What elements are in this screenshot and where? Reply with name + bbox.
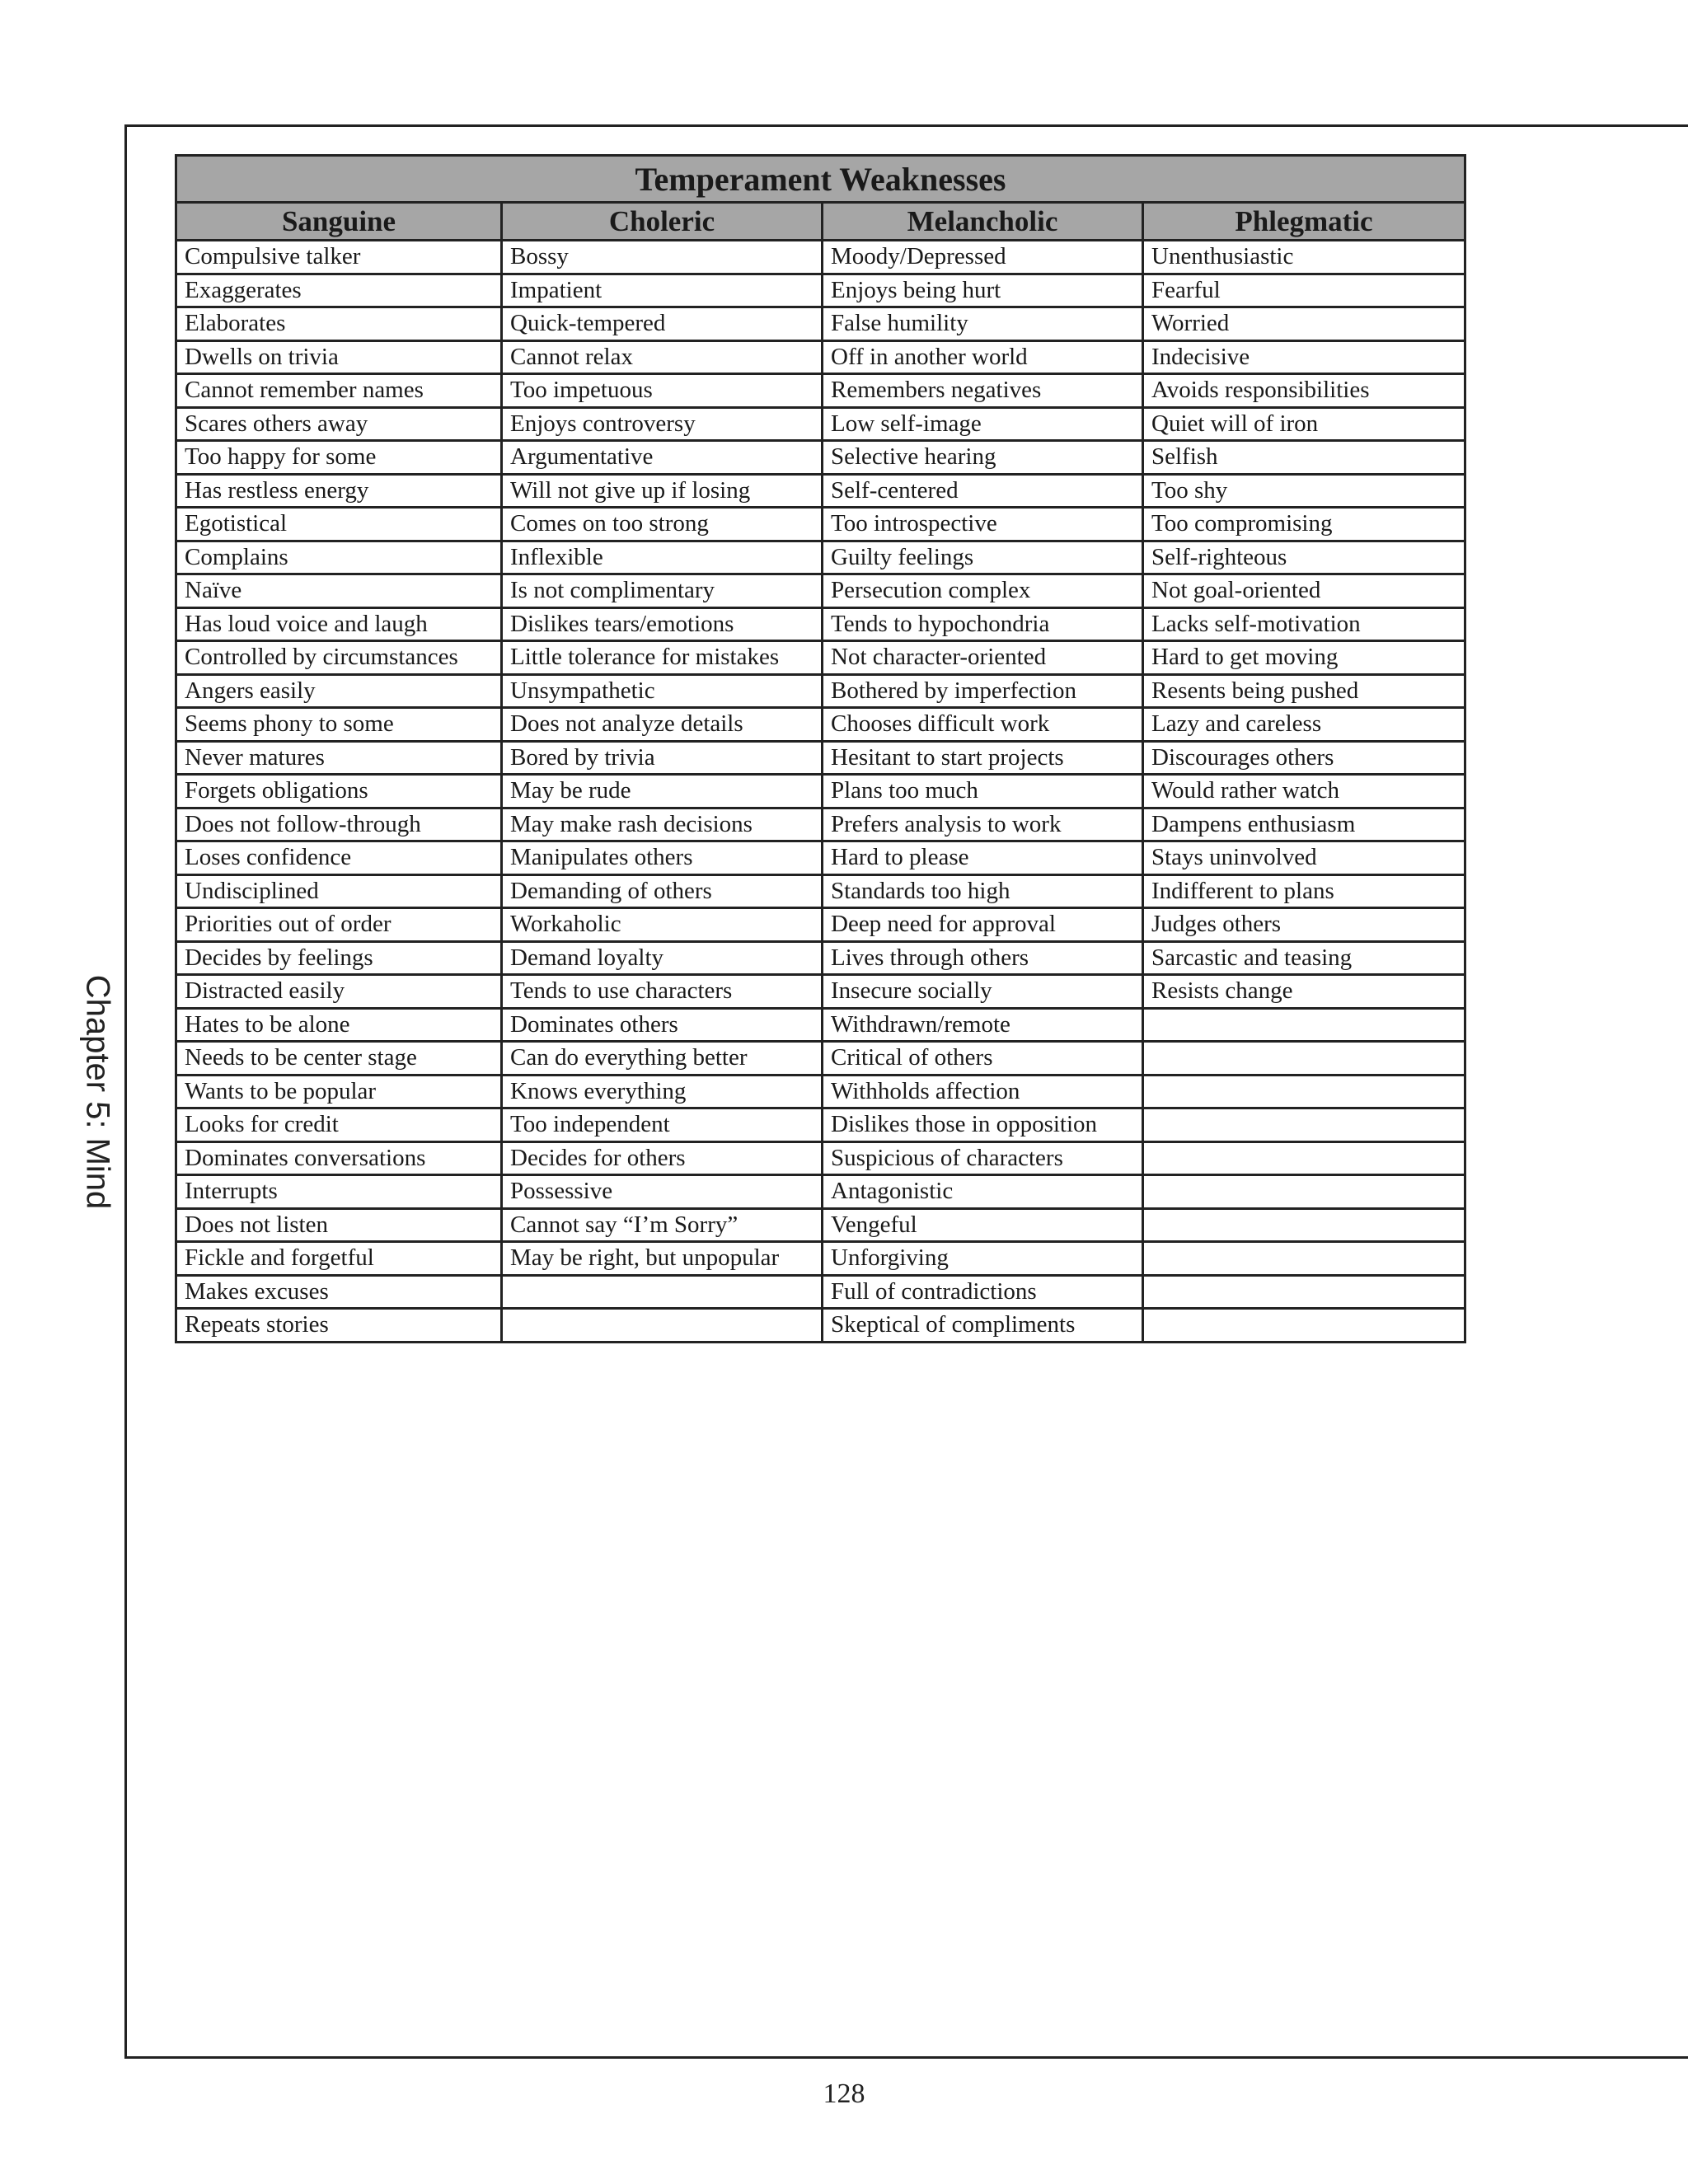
cell-melancholic: Suspicious of characters xyxy=(823,1141,1143,1175)
cell-sanguine: Wants to be popular xyxy=(176,1075,502,1108)
table-row xyxy=(176,441,1465,475)
cell-melancholic: Low self-image xyxy=(823,407,1143,441)
cell-choleric: May be rude xyxy=(502,775,823,808)
cell-melancholic: Too introspective xyxy=(823,508,1143,541)
cell-choleric: Cannot relax xyxy=(502,340,823,374)
table-row xyxy=(176,1008,1465,1042)
cell-melancholic: Enjoys being hurt xyxy=(823,274,1143,307)
cell-sanguine: Loses confidence xyxy=(176,841,502,875)
cell-choleric: Bored by trivia xyxy=(502,741,823,775)
cell-phlegmatic: Judges others xyxy=(1143,908,1465,942)
cell-phlegmatic xyxy=(1143,1108,1465,1142)
cell-phlegmatic: Self-righteous xyxy=(1143,541,1465,574)
table-row xyxy=(176,274,1465,307)
cell-phlegmatic: Quiet will of iron xyxy=(1143,407,1465,441)
cell-choleric: Knows everything xyxy=(502,1075,823,1108)
table-row xyxy=(176,1242,1465,1276)
chapter-side-label: Chapter 5: Mind xyxy=(79,974,116,1210)
cell-choleric: Impatient xyxy=(502,274,823,307)
cell-choleric: Quick-tempered xyxy=(502,307,823,341)
cell-sanguine: Dominates conversations xyxy=(176,1141,502,1175)
cell-sanguine: Distracted easily xyxy=(176,975,502,1009)
cell-melancholic: Tends to hypochondria xyxy=(823,607,1143,641)
cell-phlegmatic: Selfish xyxy=(1143,441,1465,475)
cell-melancholic: Antagonistic xyxy=(823,1175,1143,1209)
cell-choleric: Dislikes tears/emotions xyxy=(502,607,823,641)
cell-phlegmatic: Discourages others xyxy=(1143,741,1465,775)
cell-sanguine: Never matures xyxy=(176,741,502,775)
cell-melancholic: False humility xyxy=(823,307,1143,341)
table-row xyxy=(176,574,1465,608)
table-row xyxy=(176,741,1465,775)
cell-phlegmatic: Indifferent to plans xyxy=(1143,874,1465,908)
table-row xyxy=(176,641,1465,675)
cell-choleric: Is not complimentary xyxy=(502,574,823,608)
table-row xyxy=(176,1075,1465,1108)
cell-melancholic: Full of contradictions xyxy=(823,1275,1143,1309)
table-row xyxy=(176,607,1465,641)
cell-phlegmatic: Hard to get moving xyxy=(1143,641,1465,675)
cell-phlegmatic: Sarcastic and teasing xyxy=(1143,941,1465,975)
table-row xyxy=(176,340,1465,374)
cell-phlegmatic: Unenthusiastic xyxy=(1143,241,1465,274)
cell-choleric: Inflexible xyxy=(502,541,823,574)
cell-choleric: Decides for others xyxy=(502,1141,823,1175)
cell-choleric: Too independent xyxy=(502,1108,823,1142)
cell-sanguine: Makes excuses xyxy=(176,1275,502,1309)
cell-melancholic: Bothered by imperfection xyxy=(823,674,1143,708)
cell-phlegmatic: Too compromising xyxy=(1143,508,1465,541)
table-row xyxy=(176,1042,1465,1076)
table-row xyxy=(176,975,1465,1009)
cell-sanguine: Looks for credit xyxy=(176,1108,502,1142)
cell-melancholic: Insecure socially xyxy=(823,975,1143,1009)
cell-choleric: Too impetuous xyxy=(502,374,823,408)
cell-sanguine: Decides by feelings xyxy=(176,941,502,975)
cell-choleric: Workaholic xyxy=(502,908,823,942)
cell-choleric xyxy=(502,1309,823,1343)
cell-phlegmatic: Resents being pushed xyxy=(1143,674,1465,708)
cell-phlegmatic xyxy=(1143,1208,1465,1242)
cell-melancholic: Critical of others xyxy=(823,1042,1143,1076)
table-row xyxy=(176,708,1465,742)
cell-sanguine: Fickle and forgetful xyxy=(176,1242,502,1276)
cell-sanguine: Undisciplined xyxy=(176,874,502,908)
table-row xyxy=(176,1275,1465,1309)
cell-phlegmatic xyxy=(1143,1275,1465,1309)
table-row xyxy=(176,775,1465,808)
cell-melancholic: Chooses difficult work xyxy=(823,708,1143,742)
cell-sanguine: Dwells on trivia xyxy=(176,340,502,374)
cell-melancholic: Hesitant to start projects xyxy=(823,741,1143,775)
cell-sanguine: Angers easily xyxy=(176,674,502,708)
cell-melancholic: Off in another world xyxy=(823,340,1143,374)
table-row xyxy=(176,841,1465,875)
cell-melancholic: Unforgiving xyxy=(823,1242,1143,1276)
cell-choleric: Manipulates others xyxy=(502,841,823,875)
table-row xyxy=(176,407,1465,441)
column-header-sanguine: Sanguine xyxy=(176,203,502,241)
cell-phlegmatic: Worried xyxy=(1143,307,1465,341)
table-row xyxy=(176,374,1465,408)
cell-melancholic: Persecution complex xyxy=(823,574,1143,608)
cell-melancholic: Not character-oriented xyxy=(823,641,1143,675)
table-row xyxy=(176,1309,1465,1343)
cell-sanguine: Elaborates xyxy=(176,307,502,341)
table-row xyxy=(176,941,1465,975)
cell-phlegmatic: Dampens enthusiasm xyxy=(1143,808,1465,841)
table-row xyxy=(176,307,1465,341)
cell-choleric: Possessive xyxy=(502,1175,823,1209)
cell-choleric: Does not analyze details xyxy=(502,708,823,742)
table-row xyxy=(176,808,1465,841)
cell-sanguine: Cannot remember names xyxy=(176,374,502,408)
cell-melancholic: Vengeful xyxy=(823,1208,1143,1242)
cell-melancholic: Deep need for approval xyxy=(823,908,1143,942)
cell-sanguine: Scares others away xyxy=(176,407,502,441)
cell-sanguine: Egotistical xyxy=(176,508,502,541)
cell-choleric: May be right, but unpopular xyxy=(502,1242,823,1276)
cell-choleric: Little tolerance for mistakes xyxy=(502,641,823,675)
cell-melancholic: Guilty feelings xyxy=(823,541,1143,574)
temperament-weaknesses-table xyxy=(175,154,1466,1343)
table-row xyxy=(176,1208,1465,1242)
cell-melancholic: Hard to please xyxy=(823,841,1143,875)
cell-melancholic: Skeptical of compliments xyxy=(823,1309,1143,1343)
cell-sanguine: Does not listen xyxy=(176,1208,502,1242)
cell-choleric: Cannot say “I’m Sorry” xyxy=(502,1208,823,1242)
table-row xyxy=(176,1175,1465,1209)
cell-sanguine: Interrupts xyxy=(176,1175,502,1209)
cell-choleric: May make rash decisions xyxy=(502,808,823,841)
cell-melancholic: Plans too much xyxy=(823,775,1143,808)
cell-choleric xyxy=(502,1275,823,1309)
cell-melancholic: Prefers analysis to work xyxy=(823,808,1143,841)
cell-choleric: Demanding of others xyxy=(502,874,823,908)
cell-sanguine: Has restless energy xyxy=(176,474,502,508)
cell-choleric: Argumentative xyxy=(502,441,823,475)
table-row xyxy=(176,1108,1465,1142)
page-number: 128 xyxy=(823,2079,865,2109)
cell-sanguine: Naïve xyxy=(176,574,502,608)
cell-phlegmatic xyxy=(1143,1042,1465,1076)
cell-choleric: Bossy xyxy=(502,241,823,274)
cell-choleric: Tends to use characters xyxy=(502,975,823,1009)
cell-phlegmatic: Not goal-oriented xyxy=(1143,574,1465,608)
cell-melancholic: Withdrawn/remote xyxy=(823,1008,1143,1042)
table-container xyxy=(175,154,1464,1343)
cell-phlegmatic: Lacks self-motivation xyxy=(1143,607,1465,641)
cell-choleric: Can do everything better xyxy=(502,1042,823,1076)
table-row xyxy=(176,241,1465,274)
cell-phlegmatic: Stays uninvolved xyxy=(1143,841,1465,875)
cell-sanguine: Forgets obligations xyxy=(176,775,502,808)
column-header-melancholic: Melancholic xyxy=(823,203,1143,241)
cell-melancholic: Dislikes those in opposition xyxy=(823,1108,1143,1142)
cell-melancholic: Lives through others xyxy=(823,941,1143,975)
cell-phlegmatic xyxy=(1143,1242,1465,1276)
cell-sanguine: Seems phony to some xyxy=(176,708,502,742)
table-body xyxy=(176,241,1465,1343)
column-header-phlegmatic: Phlegmatic xyxy=(1143,203,1465,241)
column-header-choleric: Choleric xyxy=(502,203,823,241)
cell-sanguine: Needs to be center stage xyxy=(176,1042,502,1076)
cell-phlegmatic xyxy=(1143,1008,1465,1042)
cell-melancholic: Withholds affection xyxy=(823,1075,1143,1108)
cell-sanguine: Controlled by circumstances xyxy=(176,641,502,675)
table-row xyxy=(176,1141,1465,1175)
cell-choleric: Will not give up if losing xyxy=(502,474,823,508)
cell-phlegmatic: Avoids responsibilities xyxy=(1143,374,1465,408)
cell-melancholic: Standards too high xyxy=(823,874,1143,908)
cell-sanguine: Repeats stories xyxy=(176,1309,502,1343)
cell-phlegmatic xyxy=(1143,1309,1465,1343)
cell-phlegmatic: Too shy xyxy=(1143,474,1465,508)
cell-melancholic: Remembers negatives xyxy=(823,374,1143,408)
table-row xyxy=(176,674,1465,708)
cell-sanguine: Does not follow-through xyxy=(176,808,502,841)
table-title: Temperament Weaknesses xyxy=(176,156,1465,203)
cell-sanguine: Priorities out of order xyxy=(176,908,502,942)
table-row xyxy=(176,474,1465,508)
cell-melancholic: Self-centered xyxy=(823,474,1143,508)
cell-choleric: Dominates others xyxy=(502,1008,823,1042)
cell-phlegmatic xyxy=(1143,1175,1465,1209)
cell-sanguine: Compulsive talker xyxy=(176,241,502,274)
cell-melancholic: Moody/Depressed xyxy=(823,241,1143,274)
cell-choleric: Demand loyalty xyxy=(502,941,823,975)
cell-sanguine: Exaggerates xyxy=(176,274,502,307)
cell-phlegmatic xyxy=(1143,1075,1465,1108)
table-row xyxy=(176,508,1465,541)
cell-sanguine: Has loud voice and laugh xyxy=(176,607,502,641)
table-row xyxy=(176,908,1465,942)
cell-phlegmatic: Indecisive xyxy=(1143,340,1465,374)
table-row xyxy=(176,874,1465,908)
cell-sanguine: Hates to be alone xyxy=(176,1008,502,1042)
cell-sanguine: Too happy for some xyxy=(176,441,502,475)
cell-phlegmatic xyxy=(1143,1141,1465,1175)
table-row xyxy=(176,541,1465,574)
cell-phlegmatic: Lazy and careless xyxy=(1143,708,1465,742)
cell-phlegmatic: Fearful xyxy=(1143,274,1465,307)
cell-choleric: Comes on too strong xyxy=(502,508,823,541)
cell-choleric: Unsympathetic xyxy=(502,674,823,708)
cell-sanguine: Complains xyxy=(176,541,502,574)
cell-melancholic: Selective hearing xyxy=(823,441,1143,475)
cell-phlegmatic: Resists change xyxy=(1143,975,1465,1009)
cell-choleric: Enjoys controversy xyxy=(502,407,823,441)
cell-phlegmatic: Would rather watch xyxy=(1143,775,1465,808)
